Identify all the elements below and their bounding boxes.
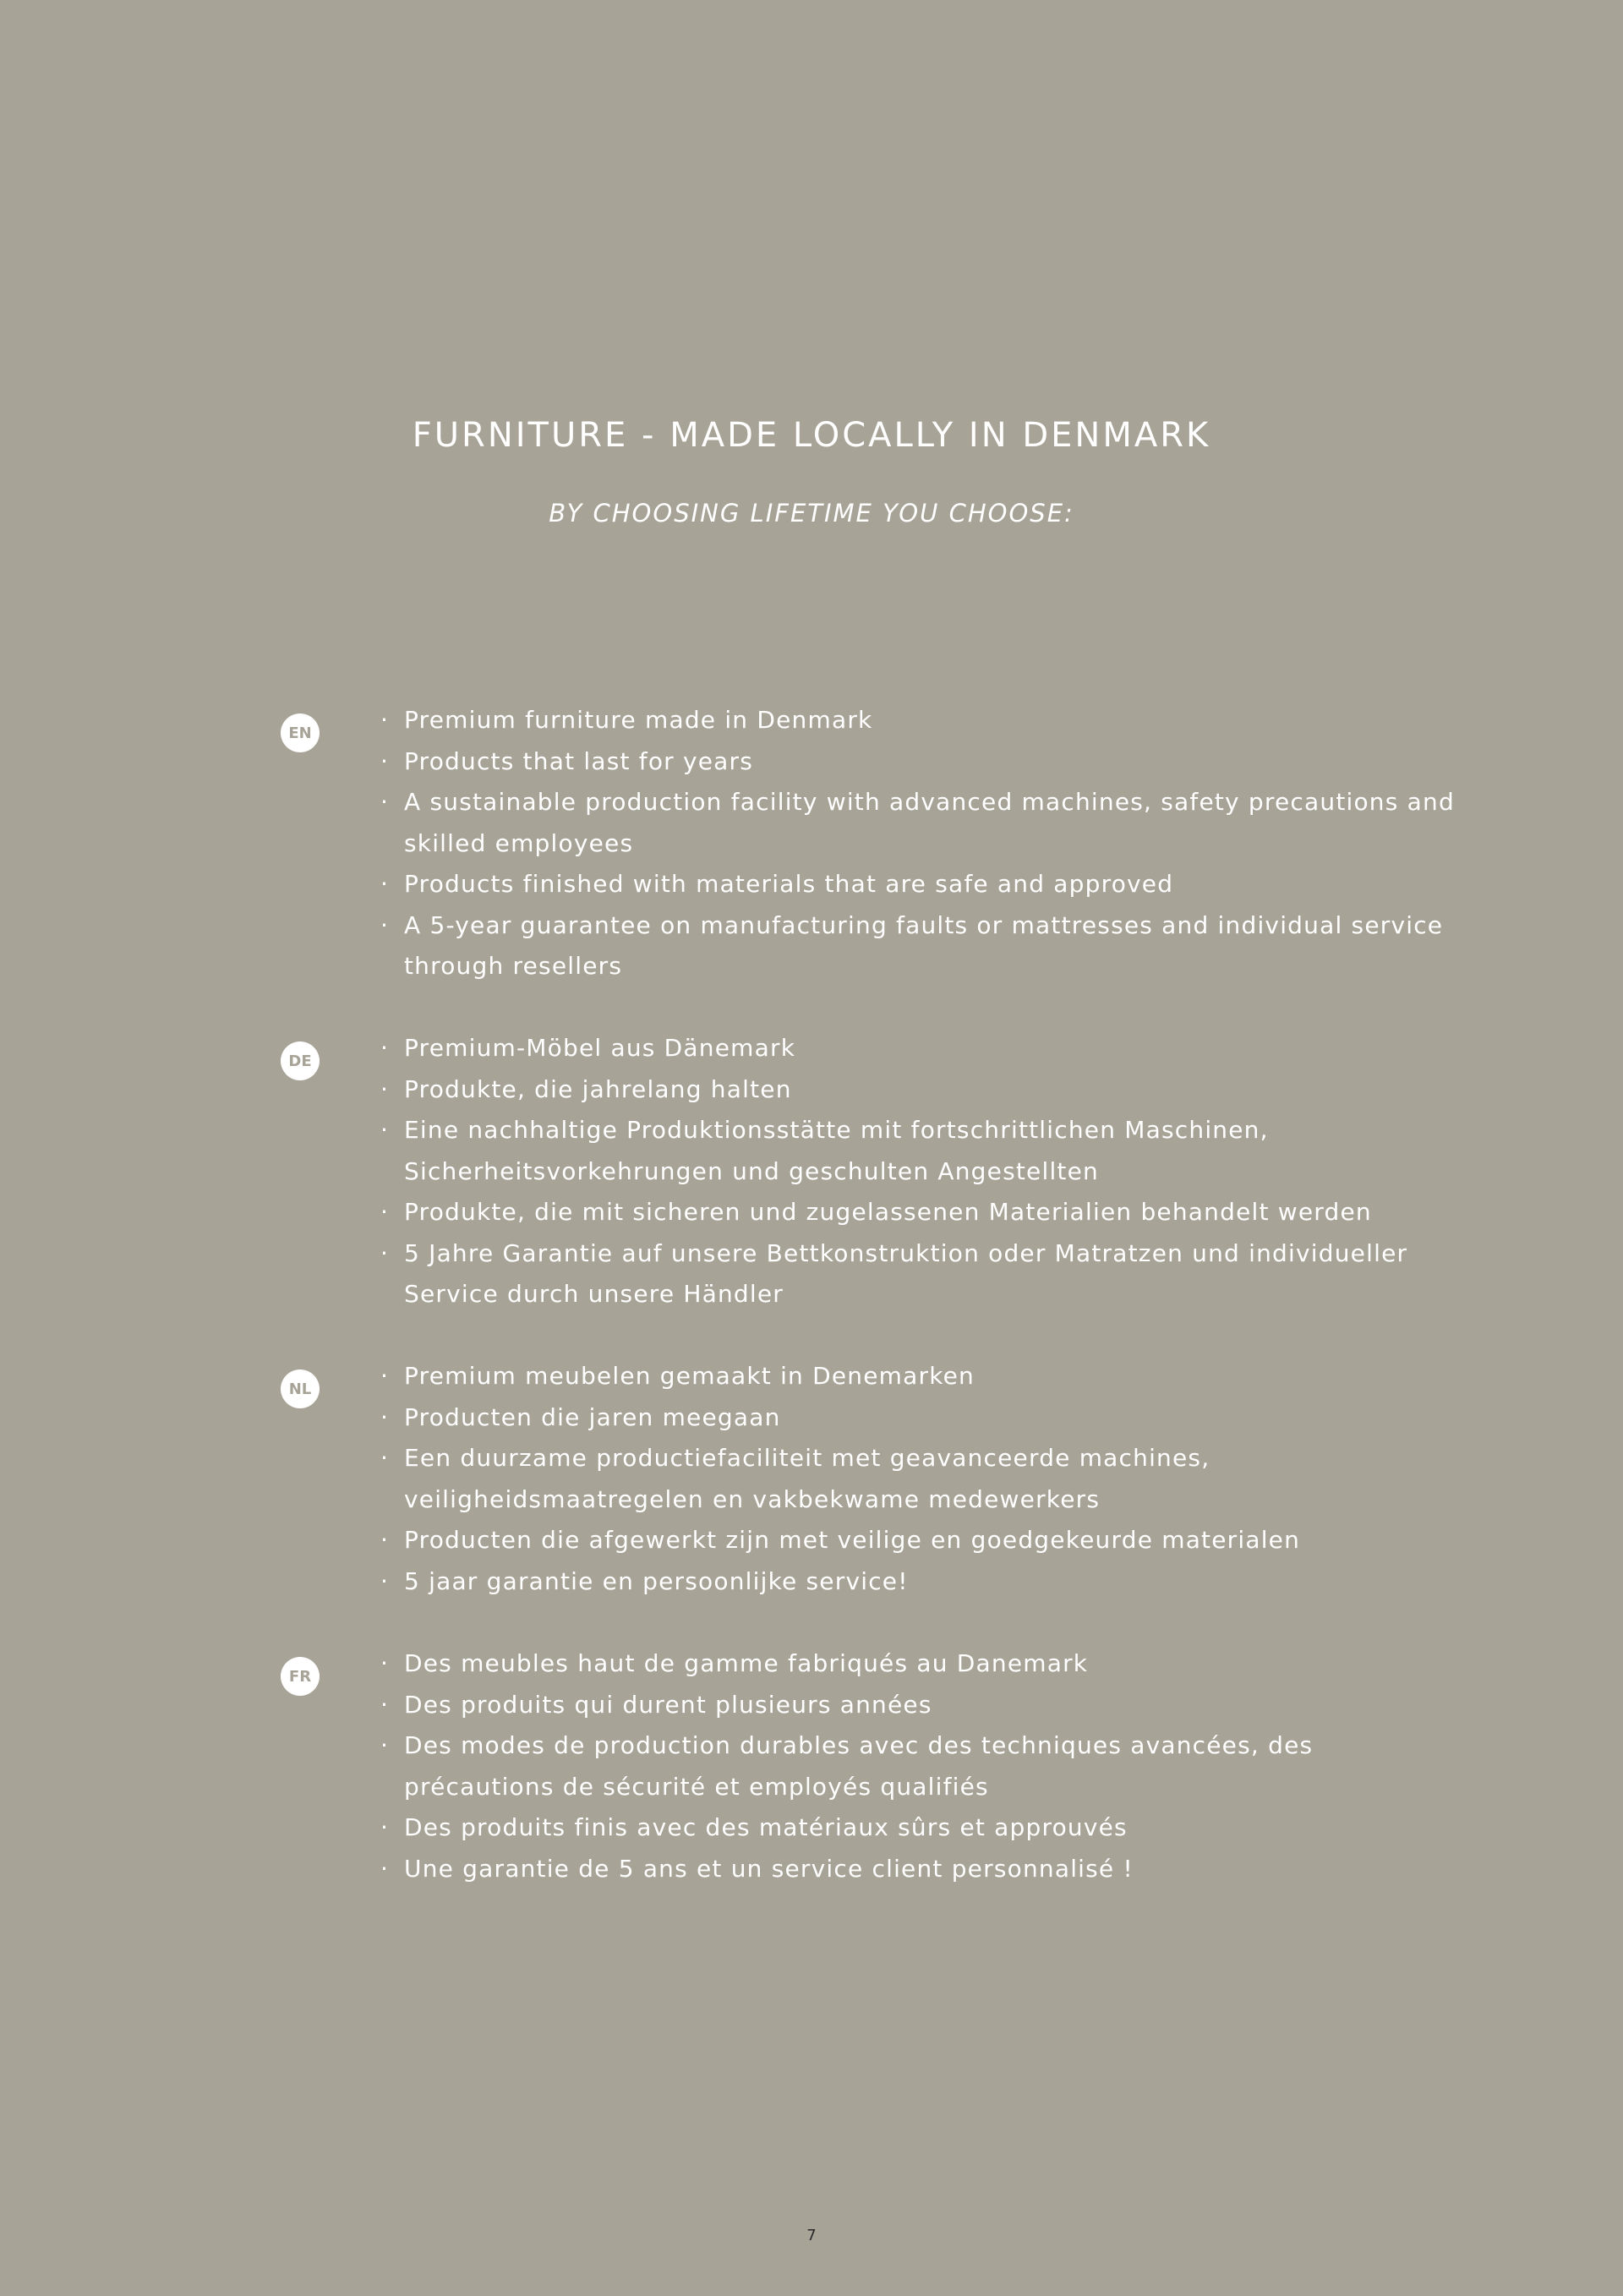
bullet-list-de bbox=[380, 1028, 1462, 1315]
list-item-text: 5 jaar garantie en persoonlijke service! bbox=[404, 1566, 909, 1595]
list-item-text: Produkte, die jahrelang halten bbox=[404, 1074, 792, 1103]
list-item-text: Des modes de production durables avec des techniques avancées, des précautions de sécurité et employés qualifiés bbox=[404, 1731, 1314, 1801]
bullet-list-en bbox=[380, 700, 1462, 987]
list-item-text: Des produits qui durent plusieurs années bbox=[404, 1690, 932, 1719]
list-item bbox=[380, 1192, 1462, 1233]
language-badge-fr: FR bbox=[281, 1657, 320, 1696]
list-item bbox=[380, 1438, 1462, 1520]
bullet-icon: · bbox=[380, 1813, 390, 1841]
bullet-icon: · bbox=[380, 1198, 390, 1226]
list-item bbox=[380, 782, 1462, 864]
list-item bbox=[380, 1561, 1462, 1603]
bullet-icon: · bbox=[380, 1116, 390, 1144]
page-title: FURNITURE - MADE LOCALLY IN DENMARK bbox=[412, 416, 1211, 455]
list-item-text: A sustainable production facility with advanced machines, safety precautions and skilled employees bbox=[404, 788, 1455, 857]
language-badge-de: DE bbox=[281, 1041, 320, 1080]
bullet-icon: · bbox=[380, 870, 390, 898]
list-item-text: Producten die afgewerkt zijn met veilige en goedgekeurde materialen bbox=[404, 1526, 1301, 1554]
bullet-icon: · bbox=[380, 1444, 390, 1472]
list-item bbox=[380, 1356, 1462, 1397]
list-item-text: Products finished with materials that are safe and approved bbox=[404, 870, 1174, 898]
list-item-text: Premium furniture made in Denmark bbox=[404, 706, 873, 734]
list-item bbox=[380, 1807, 1462, 1849]
bullet-icon: · bbox=[380, 1649, 390, 1677]
list-item bbox=[380, 864, 1462, 905]
bullet-icon: · bbox=[380, 1526, 390, 1554]
list-item-text: Producten die jaren meegaan bbox=[404, 1402, 781, 1431]
list-item-text: Een duurzame productiefaciliteit met geavanceerde machines, veiligheidsmaatregelen en vakbekwame medewerkers bbox=[404, 1444, 1210, 1513]
bullet-icon: · bbox=[380, 1566, 390, 1595]
bullet-icon: · bbox=[380, 1362, 390, 1390]
list-item bbox=[380, 1069, 1462, 1111]
bullet-icon: · bbox=[380, 910, 390, 939]
language-badge-en: EN bbox=[281, 713, 320, 752]
list-item-text: Des produits finis avec des matériaux sûrs et approuvés bbox=[404, 1813, 1128, 1841]
list-item bbox=[380, 905, 1462, 987]
list-item bbox=[380, 1725, 1462, 1807]
bullet-icon: · bbox=[380, 1034, 390, 1062]
bullet-icon: · bbox=[380, 746, 390, 775]
language-badge-nl: NL bbox=[281, 1369, 320, 1408]
list-item bbox=[380, 1233, 1462, 1315]
list-item-text: A 5-year guarantee on manufacturing faults or mattresses and individual service through resellers bbox=[404, 910, 1444, 980]
list-item bbox=[380, 700, 1462, 741]
list-item-text: Premium meubelen gemaakt in Denemarken bbox=[404, 1362, 975, 1390]
list-item bbox=[380, 1520, 1462, 1561]
list-item-text: Produkte, die mit sicheren und zugelassenen Materialien behandelt werden bbox=[404, 1198, 1372, 1226]
bullet-list-fr bbox=[380, 1643, 1462, 1889]
bullet-icon: · bbox=[380, 1074, 390, 1103]
page-subtitle: BY CHOOSING LIFETIME YOU CHOOSE: bbox=[549, 499, 1074, 528]
list-item bbox=[380, 1685, 1462, 1726]
list-item bbox=[380, 1397, 1462, 1439]
list-item-text: Products that last for years bbox=[404, 746, 754, 775]
list-item bbox=[380, 1643, 1462, 1685]
bullet-icon: · bbox=[380, 1238, 390, 1267]
list-item-text: 5 Jahre Garantie auf unsere Bettkonstruktion oder Matratzen und individueller Service durch unsere Händler bbox=[404, 1238, 1408, 1308]
list-item-text: Des meubles haut de gamme fabriqués au Danemark bbox=[404, 1649, 1089, 1677]
list-item bbox=[380, 1110, 1462, 1192]
bullet-list-nl bbox=[380, 1356, 1462, 1602]
page-number: 7 bbox=[806, 2227, 817, 2244]
bullet-icon: · bbox=[380, 1402, 390, 1431]
bullet-icon: · bbox=[380, 1854, 390, 1883]
list-item bbox=[380, 1849, 1462, 1890]
list-item-text: Une garantie de 5 ans et un service client personnalisé ! bbox=[404, 1854, 1134, 1883]
list-item-text: Eine nachhaltige Produktionsstätte mit fortschrittlichen Maschinen, Sicherheitsvorkehrungen und geschulten Angestellten bbox=[404, 1116, 1269, 1185]
list-item bbox=[380, 1028, 1462, 1069]
bullet-icon: · bbox=[380, 706, 390, 734]
list-item bbox=[380, 741, 1462, 783]
list-item-text: Premium-Möbel aus Dänemark bbox=[404, 1034, 796, 1062]
bullet-icon: · bbox=[380, 1690, 390, 1719]
bullet-icon: · bbox=[380, 788, 390, 816]
bullet-icon: · bbox=[380, 1731, 390, 1759]
